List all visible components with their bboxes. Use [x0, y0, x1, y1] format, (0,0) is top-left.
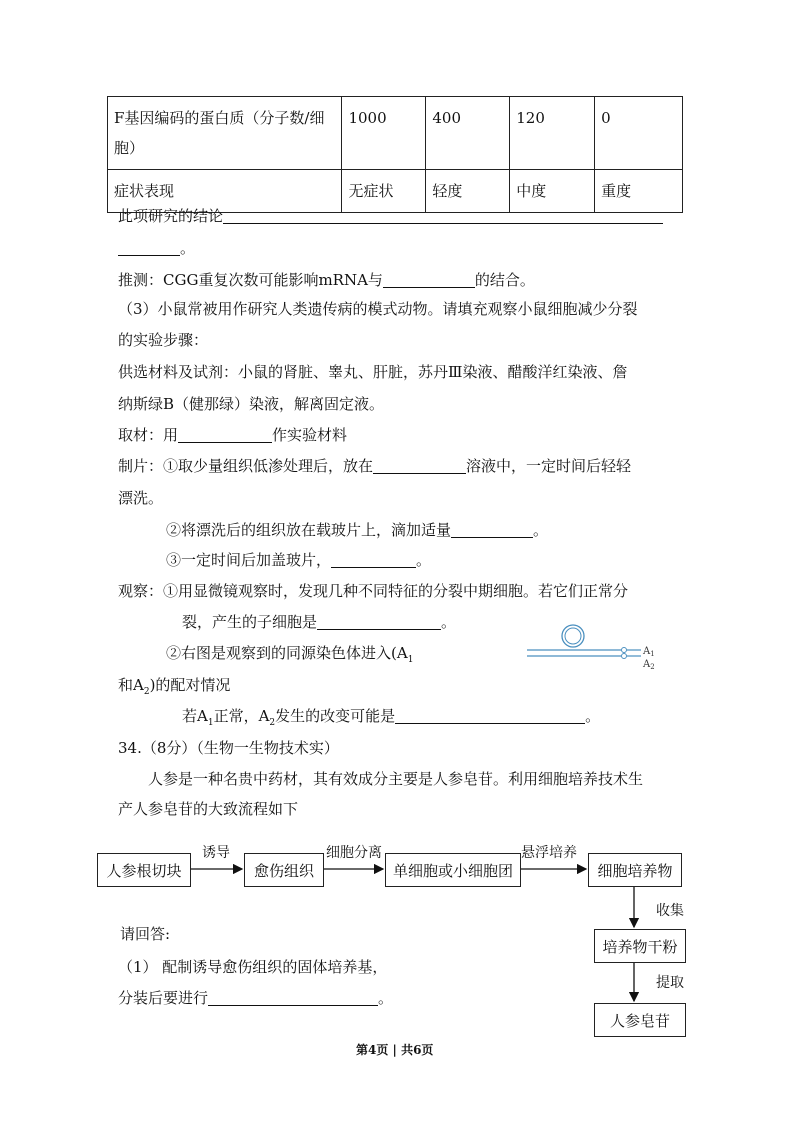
- q3-line-1: （3）小鼠常被用作研究人类遗传病的模式动物。请填充观察小鼠细胞减少分裂: [118, 300, 638, 318]
- question-34-title: 34.（8分）（生物一生物技术实）: [118, 739, 339, 757]
- prep1-text: 制片：①取少量组织低渗处理后，放在: [118, 457, 374, 475]
- flow-box-root-slice: 人参根切块: [97, 853, 191, 887]
- subscript: 2: [269, 718, 276, 728]
- observe3-text-a: 若A: [182, 707, 208, 725]
- period: 。: [180, 239, 196, 257]
- flow-box-dry-powder: 培养物干粉: [594, 929, 686, 963]
- inference-text-end: 的结合。: [474, 271, 535, 289]
- conclusion-label: 此项研究的结论: [118, 207, 224, 225]
- label-a2: $A_2$: [643, 659, 655, 671]
- observe3-text-b: 正常，A: [213, 707, 270, 725]
- observe2-text: ②右图是观察到的同源染色体进入(A: [166, 644, 408, 662]
- table-cell: 120: [510, 97, 595, 170]
- table-header-symptom: 症状表现: [108, 170, 342, 213]
- arrow-label-extract: 提取: [656, 975, 684, 991]
- table-cell: 0: [595, 97, 683, 170]
- inference-text: 推测：CGG重复次数可能影响mRNA与: [118, 271, 383, 289]
- table-cell: 中度: [510, 170, 595, 213]
- arrow-label-induce: 诱导: [202, 845, 230, 861]
- prep1-line-2: 漂洗。: [118, 489, 164, 507]
- period: 。: [441, 613, 457, 631]
- q3-line-2: 的实验步骤：: [118, 331, 209, 349]
- answer-prompt: 请回答:: [120, 925, 171, 943]
- observe1-text: 裂，产生的子细胞是: [182, 613, 318, 631]
- subscript: 1: [207, 718, 214, 728]
- period: 。: [533, 521, 549, 539]
- flow-box-callus: 愈伤组织: [244, 853, 324, 887]
- table-cell: 400: [426, 97, 510, 170]
- table-header-protein: F基因编码的蛋白质（分子数/细胞）: [108, 97, 342, 170]
- arrow-label-collect: 收集: [656, 903, 684, 919]
- flow-box-cell-culture: 细胞培养物: [588, 853, 682, 887]
- table-cell: 重度: [595, 170, 683, 213]
- period: 。: [378, 989, 394, 1007]
- q1-line-1: （1） 配制诱导愈伤组织的固体培养基，: [118, 958, 388, 976]
- prep3-text: ③一定时间后加盖玻片，: [166, 551, 332, 569]
- observe2-text-b: 和A: [118, 676, 144, 694]
- prep1-text-end: 溶液中，一定时间后轻轻: [466, 457, 632, 475]
- q1-text: 分装后要进行: [118, 989, 209, 1007]
- period: 。: [416, 551, 432, 569]
- flow-box-ginsenoside: 人参皂苷: [594, 1003, 686, 1037]
- flow-box-single-cell: 单细胞或小细胞团: [385, 853, 521, 887]
- subscript: 1: [407, 655, 414, 665]
- take-text-end: 作实验材料: [272, 426, 348, 444]
- ginseng-intro-line-1: 人参是一种名贵中药材，其有效成分主要是人参皂苷。利用细胞培养技术生: [148, 770, 644, 788]
- ginseng-intro-line-2: 产人参皂苷的大致流程如下: [118, 800, 299, 818]
- label-a1: $A_1$: [643, 646, 655, 658]
- subscript: 2: [143, 687, 150, 697]
- table-cell: 无症状: [342, 170, 426, 213]
- period: 。: [585, 707, 601, 725]
- observe1-line-1: 观察：①用显微镜观察时，发现几种不同特征的分裂中期细胞。若它们正常分: [118, 582, 629, 600]
- arrow-label-separate: 细胞分离: [326, 845, 382, 861]
- table-cell: 1000: [342, 97, 426, 170]
- take-text: 取材：用: [118, 426, 179, 444]
- page-footer: 第4页 | 共6页: [356, 1043, 434, 1057]
- prep2-text: ②将漂洗后的组织放在载玻片上，滴加适量: [166, 521, 452, 539]
- table-cell: 轻度: [426, 170, 510, 213]
- materials-line-1: 供选材料及试剂：小鼠的肾脏、睾丸、肝脏，苏丹Ⅲ染液、醋酸洋红染液、詹: [118, 363, 628, 381]
- q1-blank[interactable]: [208, 989, 378, 1006]
- q1-line-2: [118, 988, 393, 1008]
- arrow-label-suspension: 悬浮培养: [521, 845, 577, 861]
- materials-line-2: 纳斯绿B（健那绿）染液，解离固定液。: [118, 395, 385, 413]
- observe3-text-c: 发生的改变可能是: [275, 707, 396, 725]
- observe2-text-c: )的配对情况: [149, 676, 231, 694]
